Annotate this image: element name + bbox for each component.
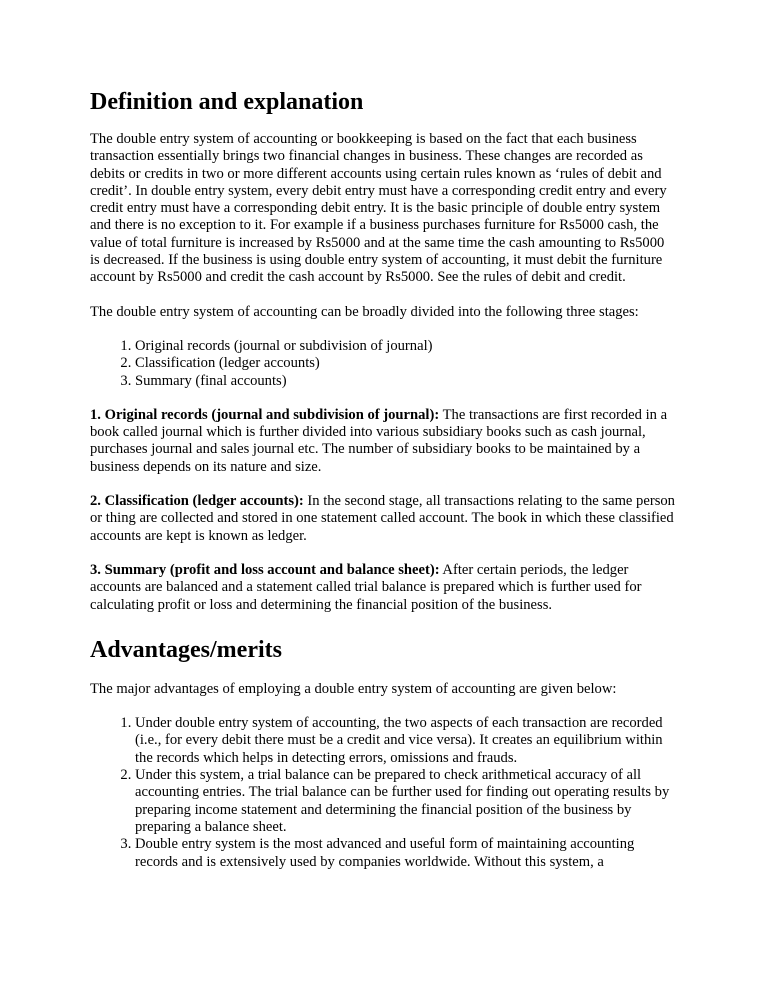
paragraph-advantages-intro: The major advantages of employing a double entry system of accounting are given below: [90,680,617,697]
paragraph-stage-classification [90,493,677,545]
paragraph-stage-original-records [90,407,677,476]
stage-text: The transactions are first recorded in a book called journal which is further divided into various subsidiary books such as cash journal, purchases journal and sales journal etc. The number of subsidiary books to be maintained by a business depends on its nature and size. [90,406,668,475]
heading-advantages: Advantages/merits [90,636,282,663]
heading-definition: Definition and explanation [90,89,364,115]
advantages-list [90,715,677,871]
advantage-item: 3. Double entry system is the most advanced and useful form of maintaining accounting records and is extensively used by companies worldwide. Without this system, a [135,836,677,871]
stage-title: 3. Summary (profit and loss account and balance sheet): [90,561,440,578]
stage-text: In the second stage, all transactions relating to the same person or thing are collected and stored in one statement called account. The book in which these classified accounts are kept is known as ledger. [90,493,675,544]
stages-list [90,338,677,390]
paragraph-stage-summary [90,562,677,614]
paragraph-stages-intro: The double entry system of accounting can be broadly divided into the following three stages: [90,303,639,320]
stage-title: 1. Original records (journal and subdivision of journal): [90,406,440,423]
paragraph-definition: The double entry system of accounting or bookkeeping is based on the fact that each business transaction essentially brings two financial changes in business. These changes are recorded as debits or credits in two or more different accounts using certain rules known as ‘rules of debit and credit’. In double entry system, every debit entry must have a corresponding credit entry and every credit entry must have a corresponding debit entry. It is the basic principle of double entry system and there is no exception to it. For example if a business purchases furniture for Rs5000 cash, the value of total furniture is increased by Rs5000 and at the same time the cash amounting to Rs5000 is decreased. If the business is using double entry system of accounting, it must debit the furniture account by Rs5000 and credit the cash account by Rs5000. See the rules of debit and credit. [90,131,667,286]
advantage-item: 2. Under this system, a trial balance can be prepared to check arithmetical accuracy of all accounting entries. The trial balance can be further used for finding out operating results by preparing income statement and determining the financial position of the business by preparing a balance sheet. [135,767,677,836]
stage-item: 2. Classification (ledger accounts) [135,355,677,372]
stage-text: After certain periods, the ledger accounts are balanced and a statement called trial balance is prepared which is further used for calculating profit or loss and determining the financial position of the business. [90,561,642,613]
advantage-item: 1. Under double entry system of accounting, the two aspects of each transaction are recorded (i.e., for every debit there must be a credit and vice versa). It creates an equilibrium within the records which helps in detecting errors, omissions and frauds. [135,715,677,767]
stage-item: 1. Original records (journal or subdivision of journal) [135,338,677,355]
stage-title: 2. Classification (ledger accounts): [90,493,304,510]
stage-item: 3. Summary (final accounts) [135,373,677,390]
